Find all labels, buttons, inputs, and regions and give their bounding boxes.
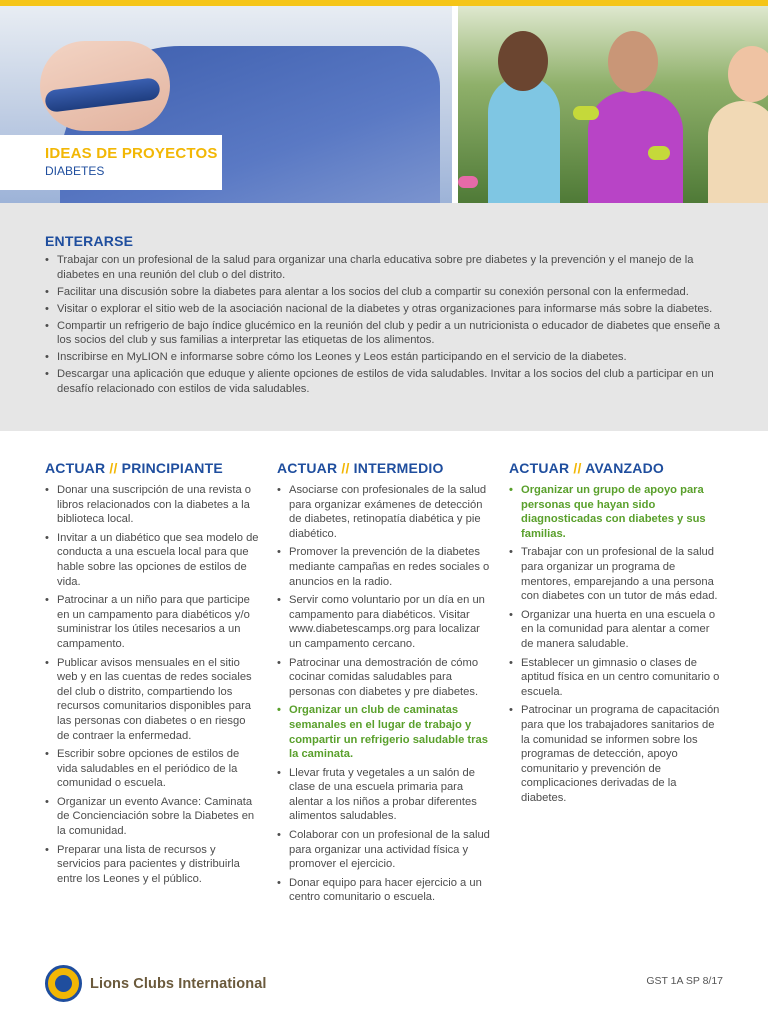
dumbbell-image — [648, 146, 670, 160]
list-item: • Trabajar con un profesional de la salud para organizar una charla educativa sobre pre diabetes y la prevención y el manejo de la diabetes en una reunión del club o del distrito. — [45, 253, 725, 282]
highlighted-list-item: • Organizar un grupo de apoyo para personas que hayan sido diagnosticadas con diabetes y sus familias. — [509, 483, 724, 541]
list-item: • Organizar un evento Avance: Caminata de Concienciación sobre la Diabetes en la comunidad. — [45, 795, 260, 839]
list-item: • Descargar una aplicación que eduque y aliente opciones de estilos de vida saludables. Invitar a los socios del club a participar en un desafío relacionado con estilos de vida saludables. — [45, 367, 725, 396]
list-item: • Establecer un gimnasio o clases de aptitud física en un centro comunitario o escuela. — [509, 656, 724, 700]
column-heading: ACTUAR // PRINCIPIANTE — [45, 460, 223, 476]
list-item: • Patrocinar a un niño para que participe en un campamento para diabéticos y/o suministrar los útiles necesarios a un campamento. — [45, 593, 260, 651]
title-box — [0, 135, 222, 190]
list-item: • Publicar avisos mensuales en el sitio web y en las cuentas de redes sociales del club o distrito, compartiendo los recursos comunitarios disponibles para las personas con diabetes o en riesgo de contraer la enfermedad. — [45, 656, 260, 744]
dumbbell-image — [573, 106, 599, 120]
column-heading: ACTUAR // INTERMEDIO — [277, 460, 444, 476]
dumbbell-image — [458, 176, 478, 188]
list-item: • Asociarse con profesionales de la salud para organizar exámenes de detección de diabetes, retinopatía diabética y pie diabético. — [277, 483, 492, 541]
page-title: IDEAS DE PROYECTOS — [45, 145, 218, 162]
list-item: • Trabajar con un profesional de la salud para organizar un programa de mentores, emparejando a una persona con diabetes con un tutor de más edad. — [509, 545, 724, 603]
column-avanzado — [509, 460, 724, 809]
list-item: • Patrocinar un programa de capacitación para que los trabajadores sanitarios de la comunidad se informen sobre los programas de detección, apoyo comunitario y prevención de complicaciones derivadas de la diabetes. — [509, 703, 724, 805]
list-item: • Invitar a un diabético que sea modelo de conducta a una escuela local para que hable sobre las opciones de estilos de vida. — [45, 531, 260, 589]
list-item: • Donar equipo para hacer ejercicio a un centro comunitario o escuela. — [277, 876, 492, 905]
enterarse-list — [45, 253, 725, 396]
list-item: • Inscribirse en MyLION e informarse sobre cómo los Leones y Leos están participando en el servicio de la diabetes. — [45, 350, 725, 365]
enterarse-heading: ENTERARSE — [45, 233, 134, 249]
avanzado-list — [509, 483, 724, 805]
list-item: • Visitar o explorar el sitio web de la asociación nacional de la diabetes y otras organizaciones para informarse más sobre la diabetes. — [45, 302, 725, 317]
lions-logo — [45, 965, 267, 1002]
list-item: • Promover la prevención de la diabetes mediante campañas en redes sociales o anuncios en la radio. — [277, 545, 492, 589]
lions-emblem-icon — [45, 965, 82, 1002]
column-heading: ACTUAR // AVANZADO — [509, 460, 665, 476]
list-item: • Patrocinar una demostración de cómo cocinar comidas saludables para personas con diabetes y pre diabetes. — [277, 656, 492, 700]
highlighted-list-item: • Organizar un club de caminatas semanales en el lugar de trabajo y compartir un refrigerio saludable tras la caminata. — [277, 703, 492, 761]
list-item: • Organizar una huerta en una escuela o en la comunidad para alentar a comer de manera saludable. — [509, 608, 724, 652]
document-code: GST 1A SP 8/17 — [646, 975, 723, 987]
list-item: • Compartir un refrigerio de bajo índice glucémico en la reunión del club y pedir a un nutricionista o educador de diabetes que enseñe a los socios del club y sus familias a interpretar las etiquetas de los alimentos. — [45, 319, 725, 348]
list-item: • Servir como voluntario por un día en un campamento para diabéticos. Visitar www.diabetescamps.org para localizar un campamento cercano. — [277, 593, 492, 651]
enterarse-section — [0, 203, 768, 431]
list-item: • Escribir sobre opciones de estilos de vida saludables en el periódico de la comunidad o escuela. — [45, 747, 260, 791]
list-item: • Preparar una lista de recursos y servicios para pacientes y distribuirla entre los Leones y el público. — [45, 843, 260, 887]
column-principiante — [45, 460, 260, 890]
logo-text: Lions Clubs International — [90, 975, 267, 992]
list-item: • Llevar fruta y vegetales a un salón de clase de una escuela primaria para alentar a los niños a probar diferentes alimentos saludables. — [277, 766, 492, 824]
intermedio-list — [277, 483, 492, 905]
column-intermedio — [277, 460, 492, 909]
hero-photo-women-walking — [458, 6, 768, 203]
page-subtitle: DIABETES — [45, 164, 105, 178]
list-item: • Facilitar una discusión sobre la diabetes para alentar a los socios del club a compartir su conexión personal con la enfermedad. — [45, 285, 725, 300]
list-item: • Donar una suscripción de una revista o libros relacionados con la diabetes a la biblioteca local. — [45, 483, 260, 527]
principiante-list — [45, 483, 260, 886]
list-item: • Colaborar con un profesional de la salud para organizar una actividad física y promover el ejercicio. — [277, 828, 492, 872]
